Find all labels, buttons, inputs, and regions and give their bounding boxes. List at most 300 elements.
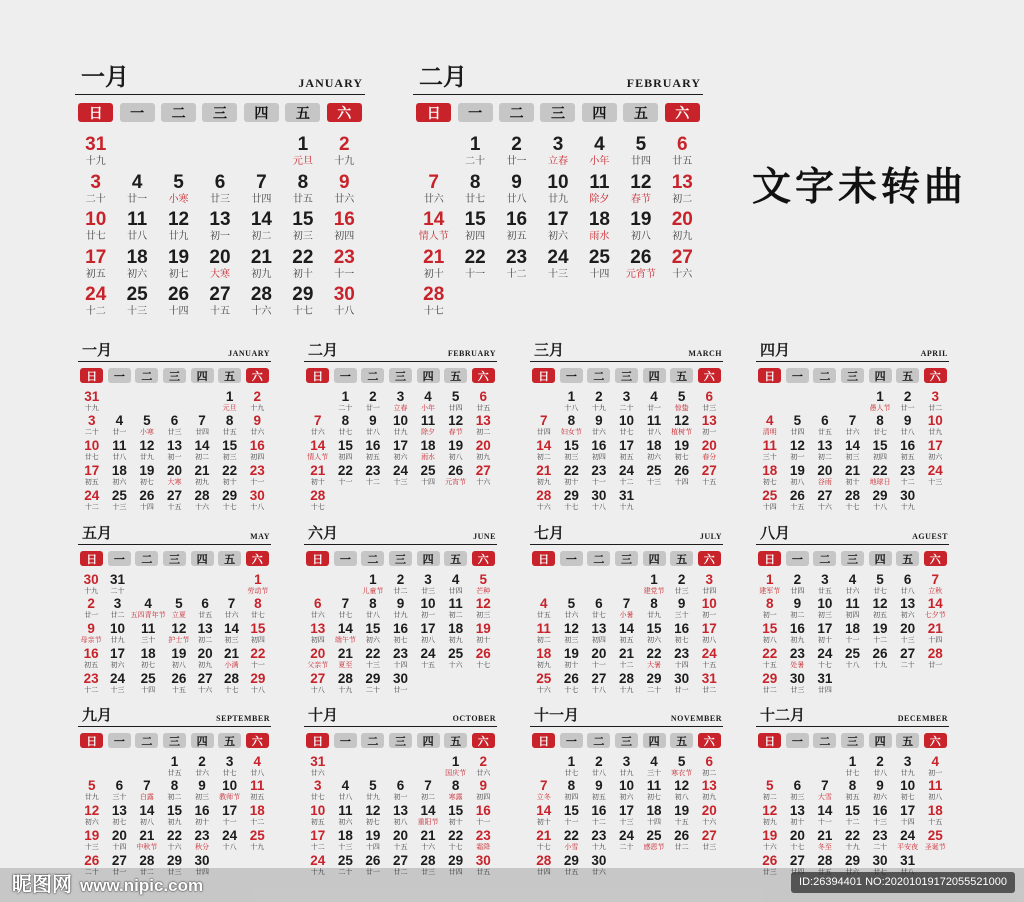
day-cell [894,488,922,513]
day-number: 20 [197,645,213,661]
day-cell [756,572,784,597]
day-number: 1 [451,753,460,769]
day-cell [640,413,668,438]
lunar-date: 地球日 [869,477,891,486]
weekday-cell [839,733,867,748]
month-name-en: OCTOBER [452,714,496,723]
weekday-label: 日 [78,103,113,122]
day-number: 25 [337,852,353,868]
lunar-date: 十三 [547,268,568,280]
day-number: 9 [396,596,405,612]
day-number: 29 [762,670,778,686]
day-number: 8 [225,413,234,429]
weekday-label: 五 [444,733,467,748]
day-number: 22 [250,645,266,661]
day-cell [469,438,497,463]
day-cell [304,803,332,828]
day-cell [192,671,218,696]
day-cell [894,803,922,828]
lunar-date: 廿二 [139,867,154,876]
day-number: 11 [127,209,148,230]
day-number: 11 [845,596,860,612]
lunar-date: 廿七 [338,611,353,620]
day-number: 17 [927,438,943,454]
day-number: 5 [369,778,377,794]
day-number: 26 [475,645,491,661]
day-cell [620,207,661,245]
day-cell [413,170,454,208]
day-cell [304,754,332,779]
day-cell [784,778,812,803]
day-number: 25 [420,462,436,478]
day-number: 1 [766,571,774,587]
day-cell [442,754,470,779]
weekday-cell [784,551,812,566]
day-number: 17 [222,803,238,819]
weekday-label: 日 [532,551,555,566]
day-cell [530,646,558,671]
lunar-date: 十五 [928,818,943,827]
weekday-label: 五 [896,368,919,383]
day-cell [188,778,216,803]
weekday-cell [620,103,661,122]
month-name-en: FEBRUARY [626,76,701,90]
weekday-label: 二 [161,103,196,122]
day-number: 13 [310,621,326,637]
day-cell [530,671,558,696]
weekday-label: 一 [108,733,131,748]
day-cell [133,803,161,828]
lunar-date: 初四 [564,793,579,802]
weekday-label: 日 [758,733,781,748]
lunar-date: 十四 [139,502,154,511]
lunar-date: 二十 [338,867,353,876]
day-cell [78,596,104,621]
day-number: 24 [817,645,833,661]
lunar-date: 初一 [762,611,777,620]
lunar-date: 初二 [536,453,551,462]
month-header [530,706,723,727]
day-number: 6 [821,413,829,429]
day-number: 14 [817,803,833,819]
lunar-date: 初五 [365,453,380,462]
lunar-date: 十五 [702,660,717,669]
lunar-date: 十七 [817,660,832,669]
empty-day-cell [304,572,332,597]
day-number: 13 [475,413,491,429]
weekday-cell [866,733,894,748]
day-cell [161,828,189,853]
day-number: 13 [111,803,127,819]
lunar-date: 十六 [167,842,182,851]
day-cell [469,389,497,414]
month-header [78,524,271,545]
weekday-cell [161,733,189,748]
day-cell [133,488,161,513]
lunar-date: 初一 [167,453,182,462]
day-number: 6 [201,596,209,612]
day-number: 6 [479,388,487,404]
month-name-en: JANUARY [228,349,270,358]
month-header [304,706,497,727]
lunar-date: 立秋 [928,586,943,595]
day-cell [245,621,271,646]
weekday-cell [613,733,641,748]
lunar-date: 初三 [564,453,579,462]
empty-day-cell [662,282,703,320]
empty-day-cell [537,282,578,320]
day-cell [454,170,495,208]
day-number: 31 [109,571,125,587]
day-number: 20 [789,827,805,843]
day-cell [359,778,387,803]
month-name-cn: 二月 [419,62,467,91]
day-number: 24 [222,827,238,843]
lunar-date: 初五 [85,268,106,280]
lunar-date: 初八 [393,818,408,827]
day-cell [442,596,470,621]
day-number: 6 [170,413,179,429]
lunar-date: 初五 [84,477,99,486]
weekday-label: 四 [869,368,892,383]
day-number: 22 [337,462,353,478]
lunar-date: 十一 [817,818,832,827]
day-number: 20 [209,246,231,268]
day-number: 9 [793,596,802,612]
day-number: 29 [166,852,182,868]
lunar-date: 十六 [421,842,436,851]
day-number: 4 [424,388,432,404]
lunar-date: 初十 [222,477,237,486]
weekday-cell [695,551,723,566]
lunar-date: 十三 [393,477,408,486]
day-cell [106,438,134,463]
lunar-date: 初四 [465,231,486,242]
lunar-date: 初一 [421,611,436,620]
day-cell [668,438,696,463]
weekday-cell [78,733,106,748]
weekday-label: 二 [361,368,384,383]
day-cell [243,389,271,414]
month-name-cn: 九月 [82,706,113,724]
day-cell [192,646,218,671]
weekday-label: 三 [841,733,864,748]
day-number: 28 [250,284,272,305]
day-cell [218,646,244,671]
day-number: 27 [817,487,833,503]
day-cell [133,463,161,488]
day-cell [106,488,134,513]
day-cell [866,646,894,671]
empty-day-cell [613,572,641,597]
day-number: 24 [85,284,107,305]
day-number: 17 [547,209,569,230]
weekday-label: 五 [444,551,467,566]
day-number: 19 [475,621,491,637]
weekday-label: 一 [786,551,809,566]
lunar-date: 十六 [195,502,210,511]
weekday-cell [413,103,454,122]
weekday-cell [558,368,586,383]
lunar-date: 廿三 [421,586,436,595]
day-number: 10 [84,438,100,454]
lunar-date: 廿二 [110,611,125,620]
lunar-date: 小雪 [564,842,579,851]
day-grid [304,389,497,513]
day-number: 20 [591,645,607,661]
weekday-cell [668,551,696,566]
day-cell [558,671,586,696]
day-number: 4 [650,753,658,769]
day-cell [668,803,696,828]
lunar-date: 寒露 [448,793,463,802]
lunar-date: 十二 [250,818,265,827]
calendar-october [304,706,497,877]
weekday-label: 六 [698,551,721,566]
day-number: 20 [701,438,717,454]
lunar-date: 廿六 [423,193,444,205]
month-name-cn: 一月 [82,341,113,359]
day-cell [640,438,668,463]
day-cell [243,803,271,828]
day-number: 12 [167,209,190,230]
day-number: 2 [87,596,95,612]
day-cell [756,463,784,488]
day-cell [613,621,641,646]
lunar-date: 十八 [250,685,265,694]
weekday-label: 五 [285,103,320,122]
day-cell [537,245,578,283]
weekday-cell [640,551,668,566]
watermark-url: www.nipic.com [80,876,204,895]
lunar-date: 十六 [198,685,213,694]
lunar-date: 初八 [674,793,689,802]
day-cell [558,488,586,513]
day-number: 28 [310,487,326,503]
day-number: 23 [475,827,491,843]
day-number: 22 [222,462,238,478]
day-cell [613,778,641,803]
weekday-cell [188,368,216,383]
day-number: 5 [677,753,686,769]
lunar-date: 初六 [110,660,125,669]
day-grid [530,754,723,878]
day-number: 22 [292,246,314,268]
day-number: 18 [762,462,778,478]
empty-day-cell [640,488,668,513]
day-cell [530,488,558,513]
day-number: 7 [341,596,350,612]
day-number: 16 [194,803,210,819]
lunar-date: 初五 [84,660,99,669]
day-grid [78,389,271,513]
lunar-date: 廿一 [127,193,148,205]
day-cell [695,646,723,671]
lunar-date: 十四 [421,477,436,486]
day-cell [921,438,949,463]
weekday-cell [442,733,470,748]
lunar-date: 初六 [647,453,662,462]
weekday-label: 五 [670,368,693,383]
lunar-date: 十四 [674,477,689,486]
day-cell [116,170,157,208]
day-number: 10 [85,209,107,230]
day-cell [585,671,613,696]
weekday-label: 四 [191,368,214,383]
day-cell [530,438,558,463]
weekday-cell [332,551,360,566]
day-cell [558,778,586,803]
weekday-cell [188,733,216,748]
lunar-date: 廿六 [564,611,579,620]
day-number: 18 [420,438,436,454]
lunar-date: 廿三 [702,403,717,412]
day-number: 19 [365,827,381,843]
weekday-cell [585,733,613,748]
day-number: 8 [848,778,857,794]
day-cell [537,207,578,245]
day-number: 31 [817,670,833,686]
day-cell [387,463,415,488]
weekday-label: 一 [334,368,357,383]
day-cell [866,596,894,621]
lunar-date: 初五 [873,611,888,620]
day-cell [530,413,558,438]
day-cell [216,803,244,828]
lunar-date: 廿八 [873,768,888,777]
day-number: 26 [789,487,805,503]
day-number: 11 [112,438,127,454]
weekday-cell [332,733,360,748]
day-cell [359,463,387,488]
lunar-date: 冬至 [817,842,832,851]
day-cell [414,572,442,597]
lunar-date: 廿九 [84,793,99,802]
lunar-date: 夏至 [338,660,353,669]
day-number: 4 [540,596,548,612]
lunar-date: 十三 [928,477,943,486]
day-number: 20 [166,462,182,478]
lunar-date: 廿四 [790,586,805,595]
lunar-date: 初二 [817,453,832,462]
day-number: 7 [931,571,939,587]
lunar-date: 十二 [619,660,634,669]
day-cell [613,488,641,513]
day-number: 22 [563,827,579,843]
weekday-cell [640,368,668,383]
day-cell [811,438,839,463]
lunar-date: 廿一 [506,156,527,167]
lunar-date: 廿八 [112,453,127,462]
day-cell [921,621,949,646]
weekday-label: 二 [135,733,158,748]
lunar-date: 十二 [84,502,99,511]
weekday-cell [866,368,894,383]
lunar-date: 初九 [251,268,272,280]
lunar-date: 初六 [112,477,127,486]
day-number: 31 [701,670,717,686]
lunar-date: 十三 [647,477,662,486]
day-number: 21 [536,462,552,478]
lunar-date: 十八 [310,685,325,694]
day-number: 23 [333,246,355,268]
day-cell [78,778,106,803]
weekday-cell [78,368,106,383]
lunar-date: 初十 [423,268,444,280]
day-number: 5 [451,388,460,404]
lunar-date: 雨水 [589,231,610,242]
note-text: 文字未转曲 [752,165,968,210]
day-number: 15 [448,803,464,819]
lunar-date: 初七 [647,793,662,802]
weekday-label: 四 [417,733,440,748]
lunar-date: 初九 [167,818,182,827]
day-number: 8 [766,596,774,612]
day-number: 14 [536,803,552,819]
lunar-date: 初七 [674,453,689,462]
lunar-date: 二十 [84,867,99,876]
day-cell [784,671,812,696]
day-number: 20 [817,462,833,478]
day-number: 1 [567,388,576,404]
day-number: 18 [140,645,156,661]
day-number: 29 [872,487,888,503]
lunar-date: 廿九 [547,193,568,205]
lunar-date: 廿九 [139,453,154,462]
lunar-date: 十九 [338,685,353,694]
lunar-date: 初八 [762,636,777,645]
day-grid [413,132,703,320]
day-cell [784,438,812,463]
day-number: 18 [536,645,552,661]
day-cell [866,438,894,463]
lunar-date: 十一 [334,268,355,280]
month-name-cn: 三月 [534,341,565,359]
weekday-row [756,733,949,748]
weekday-cell [216,368,244,383]
weekday-label: 二 [361,551,384,566]
day-cell [620,245,661,283]
day-cell [668,596,696,621]
lunar-date: 国庆节 [445,768,467,777]
lunar-date: 廿三 [167,867,182,876]
day-cell [218,621,244,646]
lunar-date: 除夕 [589,193,610,205]
day-cell [414,778,442,803]
day-number: 20 [310,645,326,661]
lunar-date: 廿一 [393,685,408,694]
lunar-date: 廿五 [564,867,579,876]
day-number: 14 [618,621,634,637]
empty-day-cell [413,132,454,170]
day-number: 11 [928,778,943,794]
day-number: 18 [111,462,127,478]
weekday-label: 五 [896,551,919,566]
day-number: 28 [420,852,436,868]
lunar-date: 初八 [171,660,186,669]
day-cell [756,438,784,463]
day-number: 11 [646,778,662,794]
day-number: 16 [900,438,916,454]
day-cell [640,596,668,621]
empty-day-cell [784,389,812,414]
lunar-date: 十三 [900,636,915,645]
day-number: 29 [563,852,579,868]
day-number: 18 [448,621,464,637]
lunar-date: 初三 [292,231,313,242]
day-number: 9 [595,413,603,429]
lunar-date: 廿六 [250,428,265,437]
